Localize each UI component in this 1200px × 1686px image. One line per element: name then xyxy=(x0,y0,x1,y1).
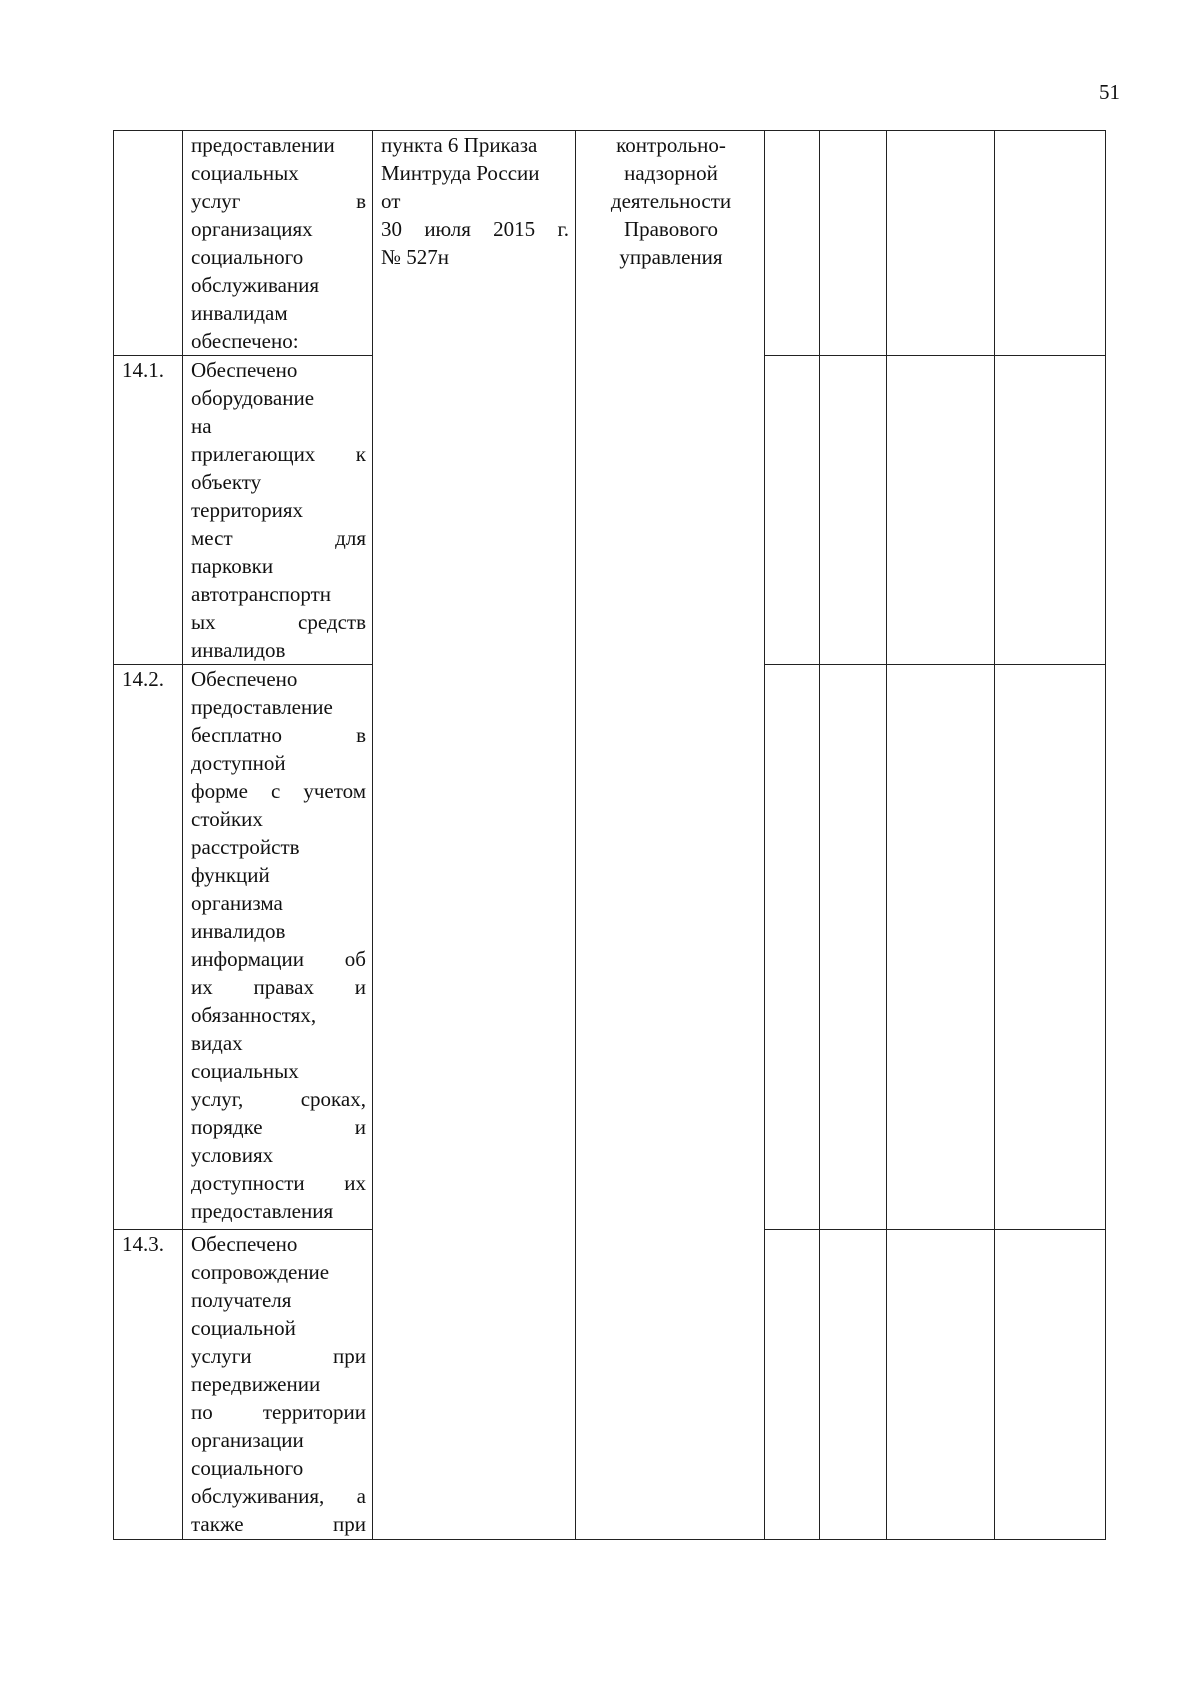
requirement-text: предоставлении социальных услуг в организациях социального обслуживания инвалидам обеспечено: xyxy=(191,133,366,353)
requirement-cell xyxy=(183,356,373,665)
row-number: 14.2. xyxy=(122,667,164,691)
row-number-cell xyxy=(114,1230,183,1540)
empty-cell xyxy=(887,131,995,356)
responsible-department-cell xyxy=(576,131,765,1540)
empty-cell xyxy=(995,356,1106,665)
requirement-text: Обеспечено предоставление бесплатно в доступной форме с учетом стойких расстройств функций организма инвалидов информации об их правах и обязанностях, видах социальных услуг, сроках, порядке и условиях доступности их предоставления xyxy=(191,667,366,1223)
document-table xyxy=(113,130,1106,1540)
empty-cell xyxy=(995,665,1106,1230)
requirement-cell xyxy=(183,131,373,356)
requirement-cell xyxy=(183,1230,373,1540)
empty-cell xyxy=(995,1230,1106,1540)
row-number-cell xyxy=(114,131,183,356)
empty-cell xyxy=(820,356,887,665)
table-row xyxy=(114,131,1106,356)
page-number: 51 xyxy=(1099,80,1120,104)
empty-cell xyxy=(765,665,820,1230)
empty-cell xyxy=(887,1230,995,1540)
row-number-cell xyxy=(114,665,183,1230)
legal-basis-text: пункта 6 Приказа Минтруда России от 30 июля 2015 г. № 527н xyxy=(381,133,569,269)
requirement-text: Обеспечено сопровождение получателя социальной услуги при передвижении по территории организации социального обслуживания, а также при xyxy=(191,1232,366,1536)
empty-cell xyxy=(887,665,995,1230)
responsible-department-text: контрольно- надзорной деятельности Правового управления xyxy=(610,133,732,269)
empty-cell xyxy=(820,665,887,1230)
row-number: 14.3. xyxy=(122,1232,164,1256)
empty-cell xyxy=(765,1230,820,1540)
empty-cell xyxy=(995,131,1106,356)
empty-cell xyxy=(820,131,887,356)
requirement-cell xyxy=(183,665,373,1230)
row-number: 14.1. xyxy=(122,358,164,382)
empty-cell xyxy=(765,131,820,356)
requirement-text: Обеспечено оборудование на прилегающих к объекту территориях мест для парковки автотранспортн ых средств инвалидов xyxy=(191,358,366,662)
empty-cell xyxy=(887,356,995,665)
legal-basis-cell xyxy=(373,131,576,1540)
empty-cell xyxy=(820,1230,887,1540)
row-number-cell xyxy=(114,356,183,665)
empty-cell xyxy=(765,356,820,665)
